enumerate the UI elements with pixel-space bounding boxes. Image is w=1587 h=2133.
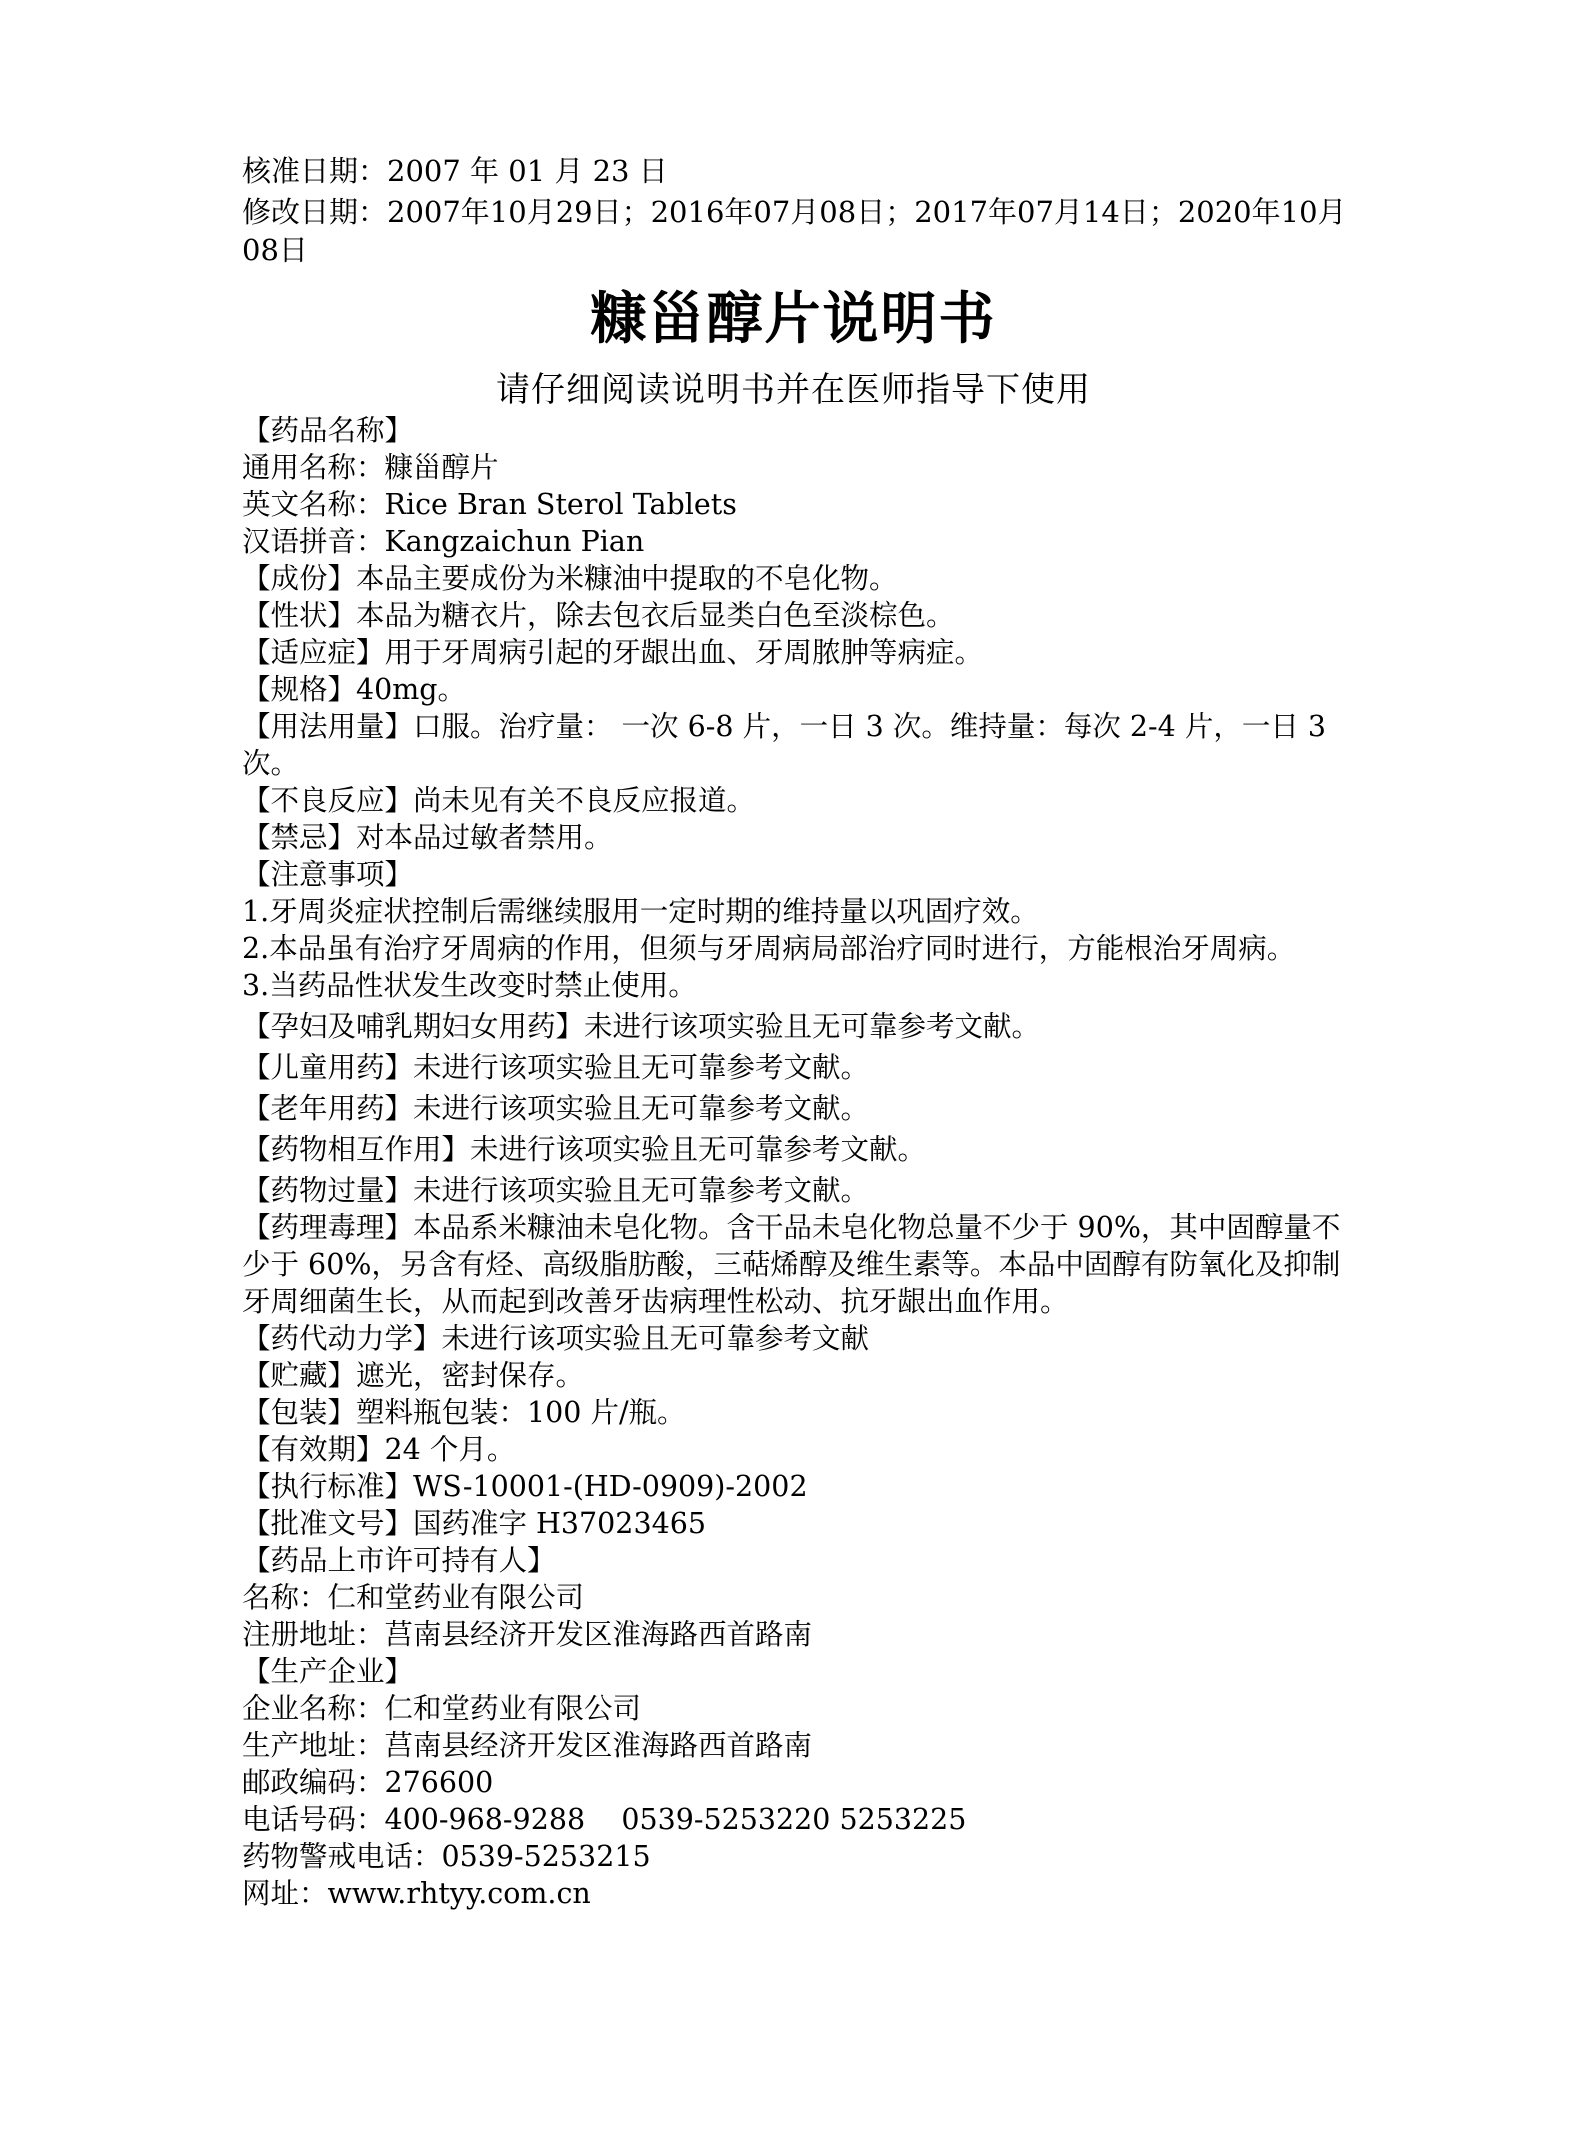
website: 网址：www.rhtyy.com.cn [242,1877,591,1910]
revision-dates: 修改日期：2007年10月29日；2016年07月08日；2017年07月14日；2020年10月08日 [242,195,1347,267]
manufacturer-name: 企业名称：仁和堂药业有限公司 [242,1692,642,1725]
document-header [242,152,1362,272]
section-specification: 【规格】40mg。 [242,673,467,706]
precaution-item: 2.本品虽有治疗牙周病的作用，但须与牙周病局部治疗同时进行，方能根治牙周病。 [242,932,1296,965]
precaution-item: 1.牙周炎症状控制后需继续服用一定时期的维持量以巩固疗效。 [242,895,1039,928]
section-contraindications: 【禁忌】对本品过敏者禁用。 [242,821,613,854]
section-license-holder: 【药品上市许可持有人】 [242,1544,556,1577]
section-dosage: 【用法用量】口服。治疗量： 一次 6-8 片，一日 3 次。维持量：每次 2-4 片，一日 3 次。 [242,710,1336,780]
section-adverse-reactions: 【不良反应】尚未见有关不良反应报道。 [242,784,756,817]
section-shelf-life: 【有效期】24 个月。 [242,1433,516,1466]
postal-code: 邮政编码：276600 [242,1766,494,1799]
phone-numbers: 电话号码：400-968-9288 0539-5253220 5253225 [242,1803,967,1836]
section-drug-name: 【药品名称】 [242,414,414,447]
section-pharmacology: 【药理毒理】本品系米糠油未皂化物。含干品未皂化物总量不少于 90%，其中固醇量不少于 60%，另含有烃、高级脂肪酸，三萜烯醇及维生素等。本品中固醇有防氧化及抑制牙周细菌生长，从而起到改善牙齿病理性松动、抗牙龈出血作用。 [242,1211,1341,1318]
english-name: 英文名称：Rice Bran Sterol Tablets [242,488,737,521]
section-ingredients: 【成份】本品主要成份为米糠油中提取的不皂化物。 [242,562,898,595]
pinyin-name: 汉语拼音：Kangzaichun Pian [242,525,645,558]
document-body [242,412,1362,1912]
generic-name: 通用名称：糠甾醇片 [242,451,499,484]
approval-date: 核准日期：2007 年 01 月 23 日 [242,154,668,188]
section-manufacturer: 【生产企业】 [242,1655,414,1688]
section-description: 【性状】本品为糖衣片，除去包衣后显类白色至淡棕色。 [242,599,955,632]
section-standard: 【执行标准】WS-10001-(HD-0909)-2002 [242,1470,808,1503]
precaution-item: 3.当药品性状发生改变时禁止使用。 [242,969,697,1002]
section-geriatric: 【老年用药】未进行该项实验且无可靠参考文献。 [242,1092,870,1125]
document-subtitle: 请仔细阅读说明书并在医师指导下使用 [496,370,1091,410]
holder-name: 名称：仁和堂药业有限公司 [242,1581,585,1614]
section-pregnancy: 【孕妇及哺乳期妇女用药】未进行该项实验且无可靠参考文献。 [242,1010,1041,1043]
section-storage: 【贮藏】遮光，密封保存。 [242,1359,585,1392]
section-pharmacokinetics: 【药代动力学】未进行该项实验且无可靠参考文献 [242,1322,870,1355]
section-precautions: 【注意事项】 [242,858,414,891]
section-pediatric: 【儿童用药】未进行该项实验且无可靠参考文献。 [242,1051,870,1084]
section-overdose: 【药物过量】未进行该项实验且无可靠参考文献。 [242,1174,870,1207]
manufacturer-address: 生产地址：莒南县经济开发区淮海路西首路南 [242,1729,813,1762]
section-approval-number: 【批准文号】国药准字 H37023465 [242,1507,706,1540]
section-interactions: 【药物相互作用】未进行该项实验且无可靠参考文献。 [242,1133,927,1166]
pharmacovigilance-phone: 药物警戒电话：0539-5253215 [242,1840,651,1873]
section-packaging: 【包装】塑料瓶包装：100 片/瓶。 [242,1396,686,1429]
section-indications: 【适应症】用于牙周病引起的牙龈出血、牙周脓肿等病症。 [242,636,984,669]
document-title: 糠甾醇片说明书 [590,287,997,352]
holder-address: 注册地址：莒南县经济开发区淮海路西首路南 [242,1618,813,1651]
